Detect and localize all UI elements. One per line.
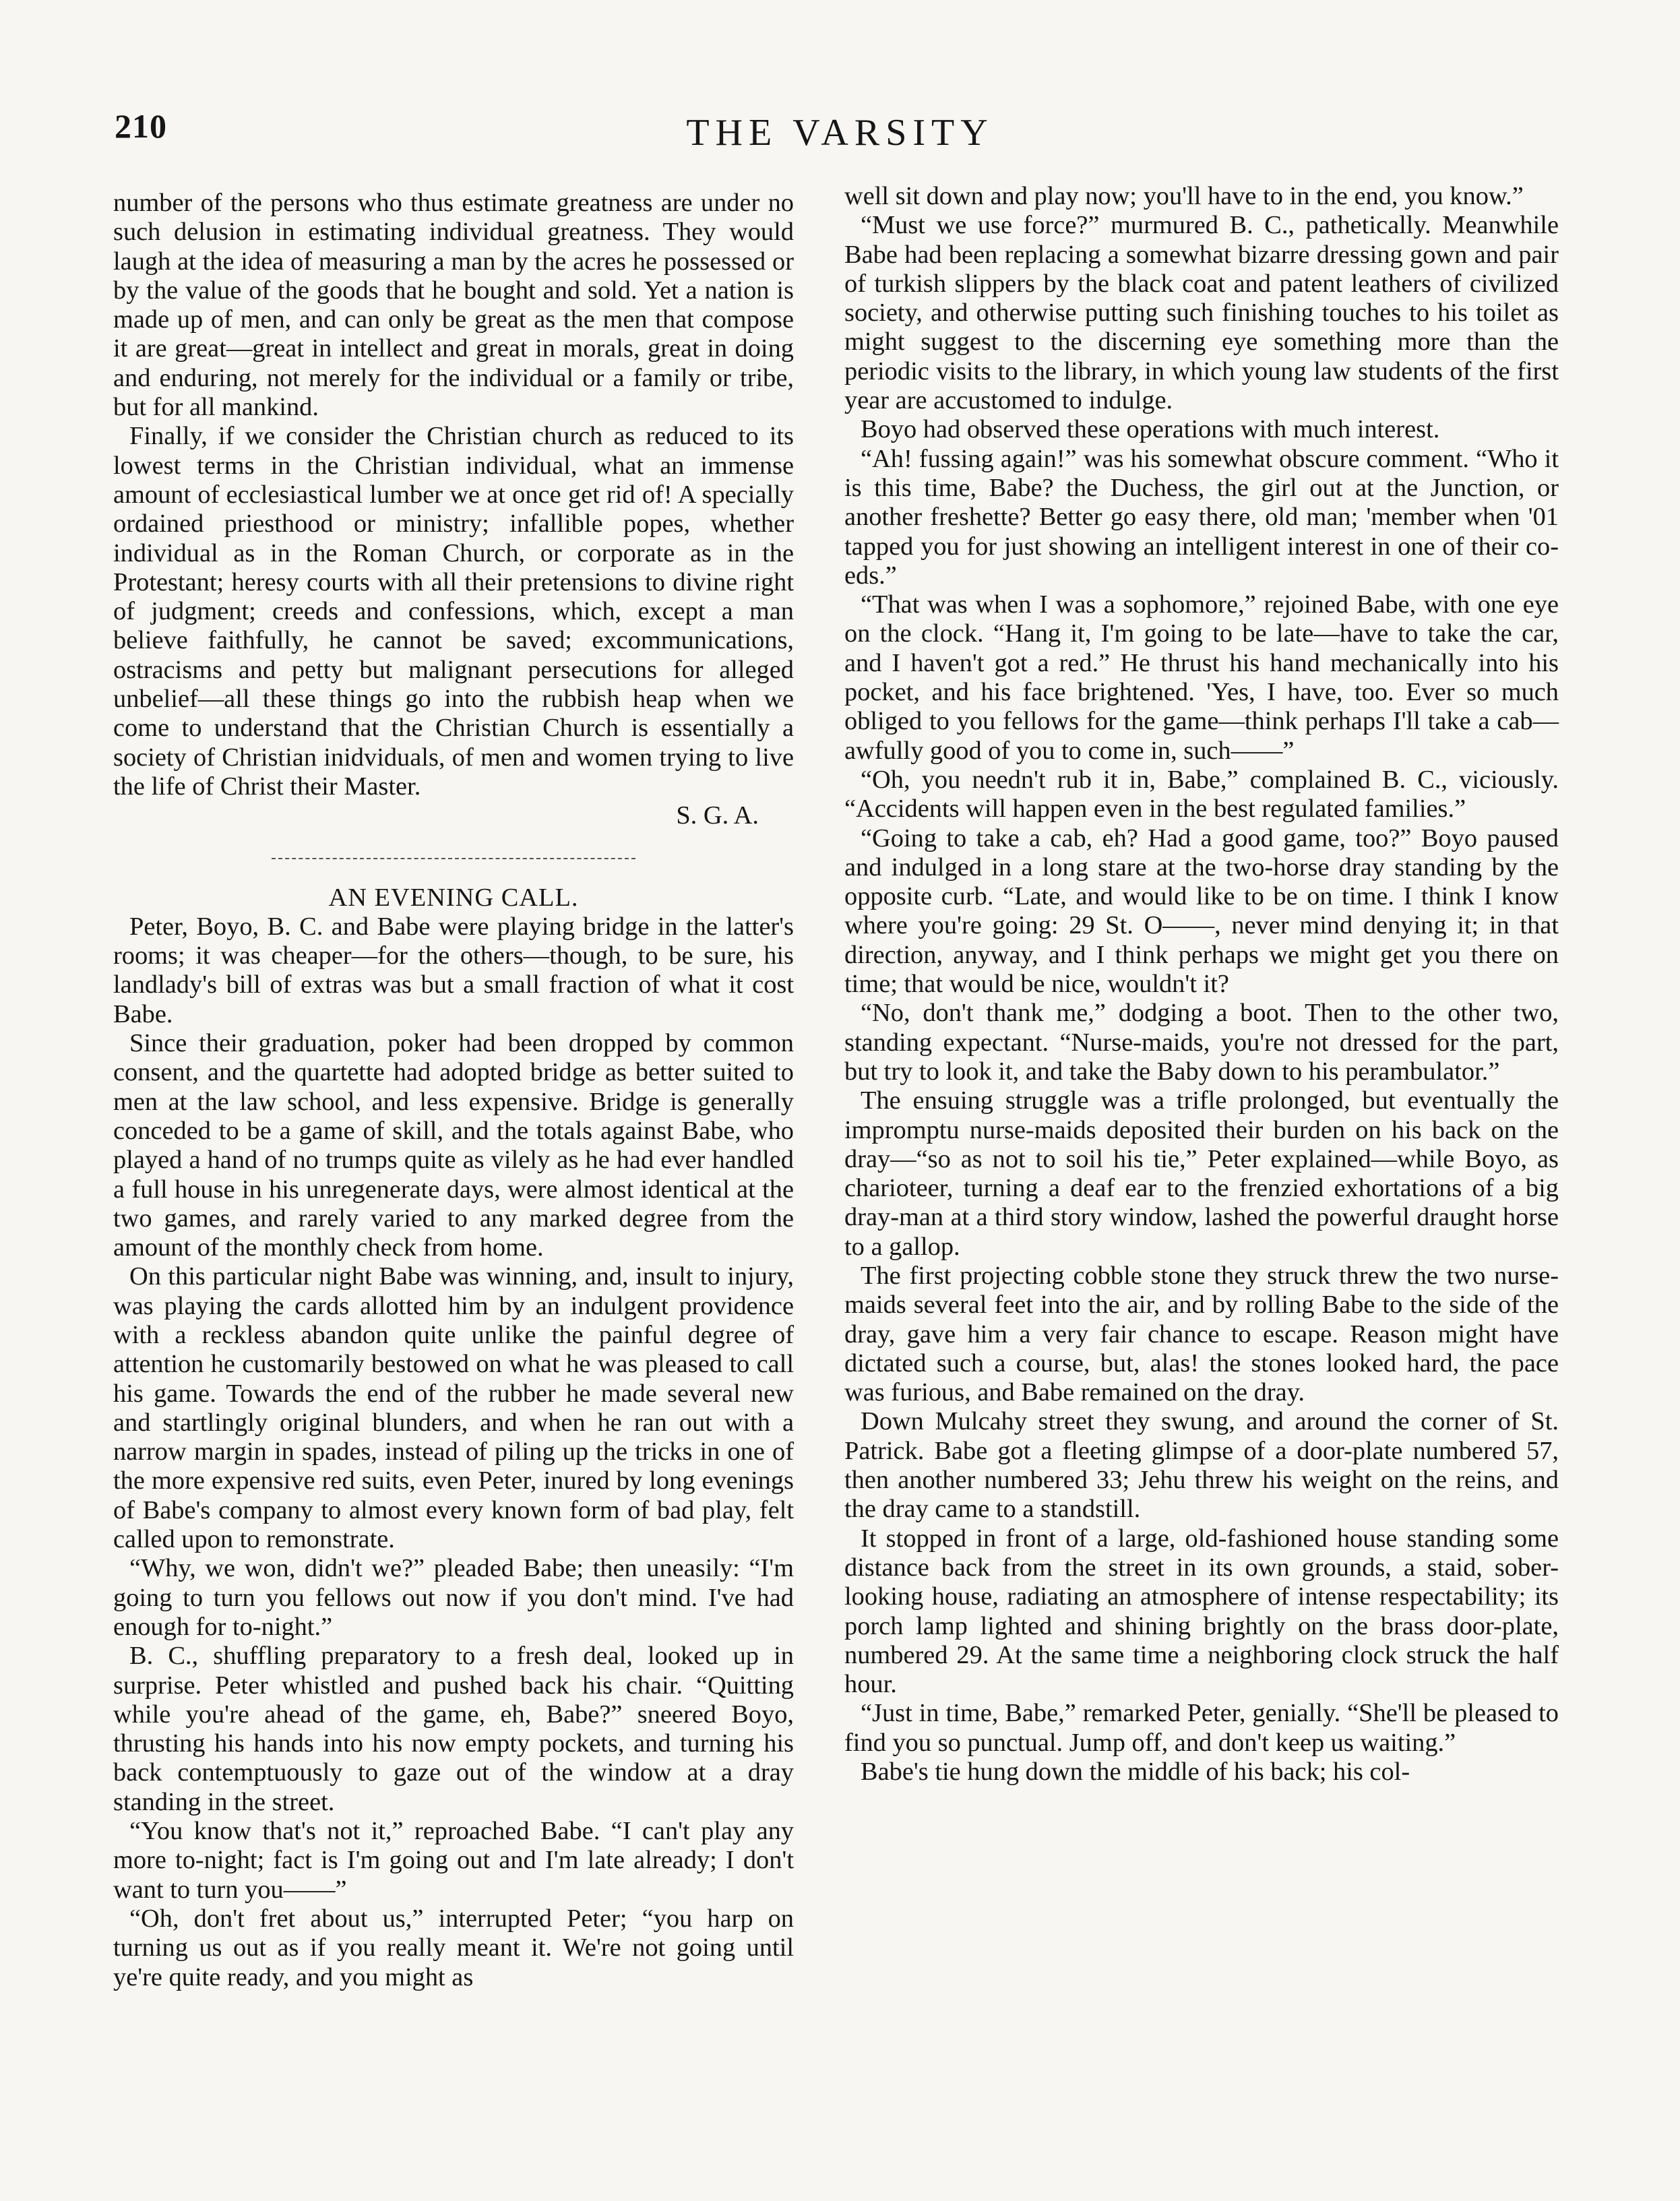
paragraph: “Must we use force?” murmured B. C., pathetically. Meanwhile Babe had been replacing a somewhat bizarre dressing gown and pair of turkish slippers by the black coat and patent leathers of civilized society, and otherwise putting such finishing touches to his toilet as might suggest to the discerning eye something more than the periodic visits to the library, in which young law students of the first year are accustomed to indulge. xyxy=(844,211,1559,415)
paragraph: “Why, we won, didn't we?” pleaded Babe; then uneasily: “I'm going to turn you fellows out now if you don't mind. I've had enough for to-night.” xyxy=(113,1554,794,1641)
paragraph: Since their graduation, poker had been dropped by common consent, and the quartette had adopted bridge as better suited to men at the law school, and less expensive. Bridge is generally conceded to be a game of skill, and the totals against Babe, who played a hand of no trumps quite as vilely as he had ever handled a full house in his unregenerate days, were almost identical at the two games, and rarely varied to any marked degree from the amount of the monthly check from home. xyxy=(113,1029,794,1262)
paragraph: On this particular night Babe was winning, and, insult to injury, was playing the cards allotted him by an indulgent providence with a reckless abandon quite unlike the painful degree of attention he customarily bestowed on what he was pleased to call his game. Towards the end of the rubber he made several new and startlingly original blunders, and when he ran out with a narrow margin in spades, instead of piling up the tricks in one of the more expensive red suits, even Peter, inured by long evenings of Babe's company to almost every known form of bad play, felt called upon to remonstrate. xyxy=(113,1262,794,1554)
paragraph: Babe's tie hung down the middle of his back; his col- xyxy=(861,1758,1410,1787)
paragraph: “Ah! fussing again!” was his somewhat obscure comment. “Who it is this time, Babe? the Duchess, the girl out at the Junction, or another freshette? Better go easy there, old man; 'member when '01 tapped you for just showing an intelligent interest in one of their co-eds.” xyxy=(844,444,1559,590)
paragraph: The first projecting cobble stone they struck threw the two nurse-maids several feet into the air, and by rolling Babe to the side of the dray, gave him a very fair chance to escape. Reason might have dictated such a course, but, alas! the stones looked hard, the pace was furious, and Babe remained on the dray. xyxy=(844,1261,1559,1407)
paragraph: Peter, Boyo, B. C. and Babe were playing bridge in the latter's rooms; it was cheaper—for the others—though, to be sure, his landlady's bill of extras was but a small fraction of what it cost Babe. xyxy=(113,912,794,1028)
paragraph: B. C., shuffling preparatory to a fresh deal, looked up in surprise. Peter whistled and pushed back his chair. “Quitting while you're ahead of the game, eh, Babe?” sneered Boyo, thrusting his hands into his now empty pockets, and turning his back contemptuously to gaze out of the window at a dray standing in the street. xyxy=(113,1642,794,1816)
paragraph: Boyo had observed these operations with much interest. xyxy=(861,415,1440,444)
paragraph: well sit down and play now; you'll have to in the end, you know.” xyxy=(844,182,1524,210)
paragraph: “No, don't thank me,” dodging a boot. Then to the other two, standing expectant. “Nurse-maids, you're not dressed for the part, but try to look it, and take the Baby down to his perambulator.” xyxy=(844,999,1559,1086)
paragraph: The ensuing struggle was a trifle prolonged, but eventually the impromptu nurse-maids deposited their burden on his back on the dray—“so as not to soil his tie,” Peter explained—while Boyo, as charioteer, turning a deaf ear to the frenzied exhortations of a big dray-man at a third story window, lashed the powerful draught horse to a gallop. xyxy=(844,1086,1559,1261)
author-signature: S. G. A. xyxy=(676,801,759,830)
story-title: AN EVENING CALL. xyxy=(328,883,579,912)
paragraph: number of the persons who thus estimate greatness are under no such delusion in estimating individual greatness. They would laugh at the idea of measuring a man by the acres he possessed or by the value of the goods that he bought and sold. Yet a nation is made up of men, and can only be great as the men that compose it are great—great in intellect and great in morals, great in doing and enduring, not merely for the individual or a family or tribe, but for all mankind. xyxy=(113,189,794,422)
paragraph: “That was when I was a sophomore,” rejoined Babe, with one eye on the clock. “Hang it, I'm going to be late—have to take the car, and I haven't got a red.” He thrust his hand mechanically into his pocket, and his face brightened. 'Yes, I have, too. Ever so much obliged to you fellows for the game—think perhaps I'll take a cab—awfully good of you to come in, such——” xyxy=(844,590,1559,765)
paragraph: “Oh, don't fret about us,” interrupted Peter; “you harp on turning us out as if you really meant it. We're not going until ye're quite ready, and you might as xyxy=(113,1904,794,1991)
section-divider xyxy=(272,858,635,861)
paragraph: “Just in time, Babe,” remarked Peter, genially. “She'll be pleased to find you so punctual. Jump off, and don't keep us waiting.” xyxy=(844,1699,1559,1757)
paragraph: Finally, if we consider the Christian church as reduced to its lowest terms in the Christian individual, what an immense amount of ecclesiastical lumber we at once get rid of! A specially ordained priesthood or ministry; infallible popes, whether individual as in the Roman Church, or corporate as in the Protestant; heresy courts with all their pretensions to divine right of judgment; creeds and confessions, which, except a man believe faithfully, he cannot be saved; excommunications, ostracisms and petty but malignant persecutions for alleged unbelief—all these things go into the rubbish heap when we come to understand that the Christian Church is essentially a society of Christian inidviduals, of men and women trying to live the life of Christ their Master. xyxy=(113,422,794,801)
running-head: THE VARSITY xyxy=(686,112,994,154)
paragraph: “You know that's not it,” reproached Babe. “I can't play any more to-night; fact is I'm going out and I'm late already; I don't want to turn you——” xyxy=(113,1817,794,1904)
page-number: 210 xyxy=(115,107,167,145)
paragraph: Down Mulcahy street they swung, and around the corner of St. Patrick. Babe got a fleeting glimpse of a door-plate numbered 57, then another numbered 33; Jehu threw his weight on the reins, and the dray came to a standstill. xyxy=(844,1407,1559,1524)
right-column xyxy=(844,182,1559,1787)
paragraph: “Oh, you needn't rub it in, Babe,” complained B. C., viciously. “Accidents will happen even in the best regulated families.” xyxy=(844,765,1559,824)
paragraph: It stopped in front of a large, old-fashioned house standing some distance back from the street in its own grounds, a staid, sober-looking house, radiating an atmosphere of intense respectability; its porch lamp lighted and shining brightly on the brass door-plate, numbered 29. At the same time a neighboring clock struck the half hour. xyxy=(844,1524,1559,1699)
paragraph: “Going to take a cab, eh? Had a good game, too?” Boyo paused and indulged in a long stare at the two-horse dray standing by the opposite curb. “Late, and would like to be on time. I think I know where you're going: 29 St. O——, never mind denying it; in that direction, anyway, and I think perhaps we might get you there on time; that would be nice, wouldn't it? xyxy=(844,824,1559,999)
left-column xyxy=(113,189,794,1992)
